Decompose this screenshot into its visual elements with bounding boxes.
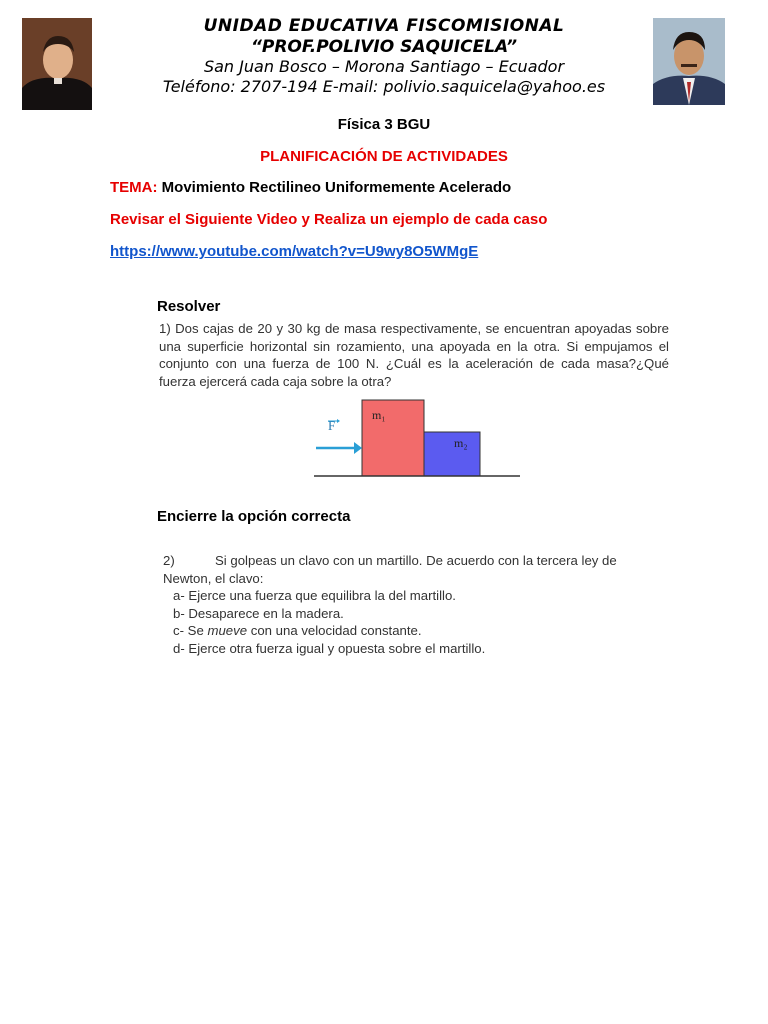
school-location: San Juan Bosco – Morona Santiago – Ecuador	[203, 57, 565, 76]
option-c	[173, 623, 422, 638]
option-letter: c-	[173, 623, 184, 638]
boxes-diagram	[310, 398, 522, 482]
planning-heading: PLANIFICACIÓN DE ACTIVIDADES	[260, 148, 508, 165]
option-letter: d-	[173, 641, 185, 656]
option-text: Se mueve con una velocidad constante.	[187, 623, 422, 638]
problem-1-text: 1) Dos cajas de 20 y 30 kg de masa respectivamente, se encuentran apoyadas sobre una superficie horizontal sin rozamiento, una apoyada en la otra. Si empujamos el conjunto con una fuerza de 100 N. ¿Cuál es la aceleración de cada masa?¿Qué fuerza ejercerá cada caja sobre la otra?	[159, 321, 669, 389]
option-letter: a-	[173, 588, 185, 603]
force-label: F	[328, 418, 336, 433]
option-a	[173, 588, 456, 603]
subject-title: Física 3 BGU	[337, 116, 431, 133]
topic-label: TEMA:	[110, 179, 158, 196]
school-patron: “PROF.POLIVIO SAQUICELA”	[250, 37, 518, 57]
mass-2-label: m₂	[454, 436, 468, 450]
section-choice-title: Encierre la opción correcta	[157, 508, 351, 525]
question-2-line1: Si golpeas un clavo con un martillo. De acuerdo con la tercera ley de	[215, 553, 617, 568]
option-emphasis: mueve	[207, 623, 248, 638]
school-name: UNIDAD EDUCATIVA FISCOMISIONAL	[203, 16, 565, 36]
option-text: Ejerce otra fuerza igual y opuesta sobre el martillo.	[188, 641, 486, 656]
video-link[interactable]: https://www.youtube.com/watch?v=U9wy8O5WMgE	[110, 243, 479, 260]
option-d	[173, 641, 485, 656]
section-resolver-title: Resolver	[157, 298, 221, 315]
school-contact: Teléfono: 2707-194 E-mail: polivio.saquicela@yahoo.es	[162, 77, 606, 96]
option-b	[173, 606, 344, 621]
instruction-text: Revisar el Siguiente Video y Realiza un ejemplo de cada caso	[110, 211, 548, 228]
topic-line	[110, 179, 511, 196]
option-letter: b-	[173, 606, 185, 621]
question-2-line2: Newton, el clavo:	[163, 571, 264, 586]
option-text: Ejerce una fuerza que equilibra la del martillo.	[188, 588, 456, 603]
question-2-number: 2)	[163, 553, 175, 568]
mass-1-label: m₁	[372, 408, 386, 422]
topic-value: Movimiento Rectilineo Uniformemente Acelerado	[161, 179, 512, 196]
option-text: Desaparece en la madera.	[188, 606, 344, 621]
